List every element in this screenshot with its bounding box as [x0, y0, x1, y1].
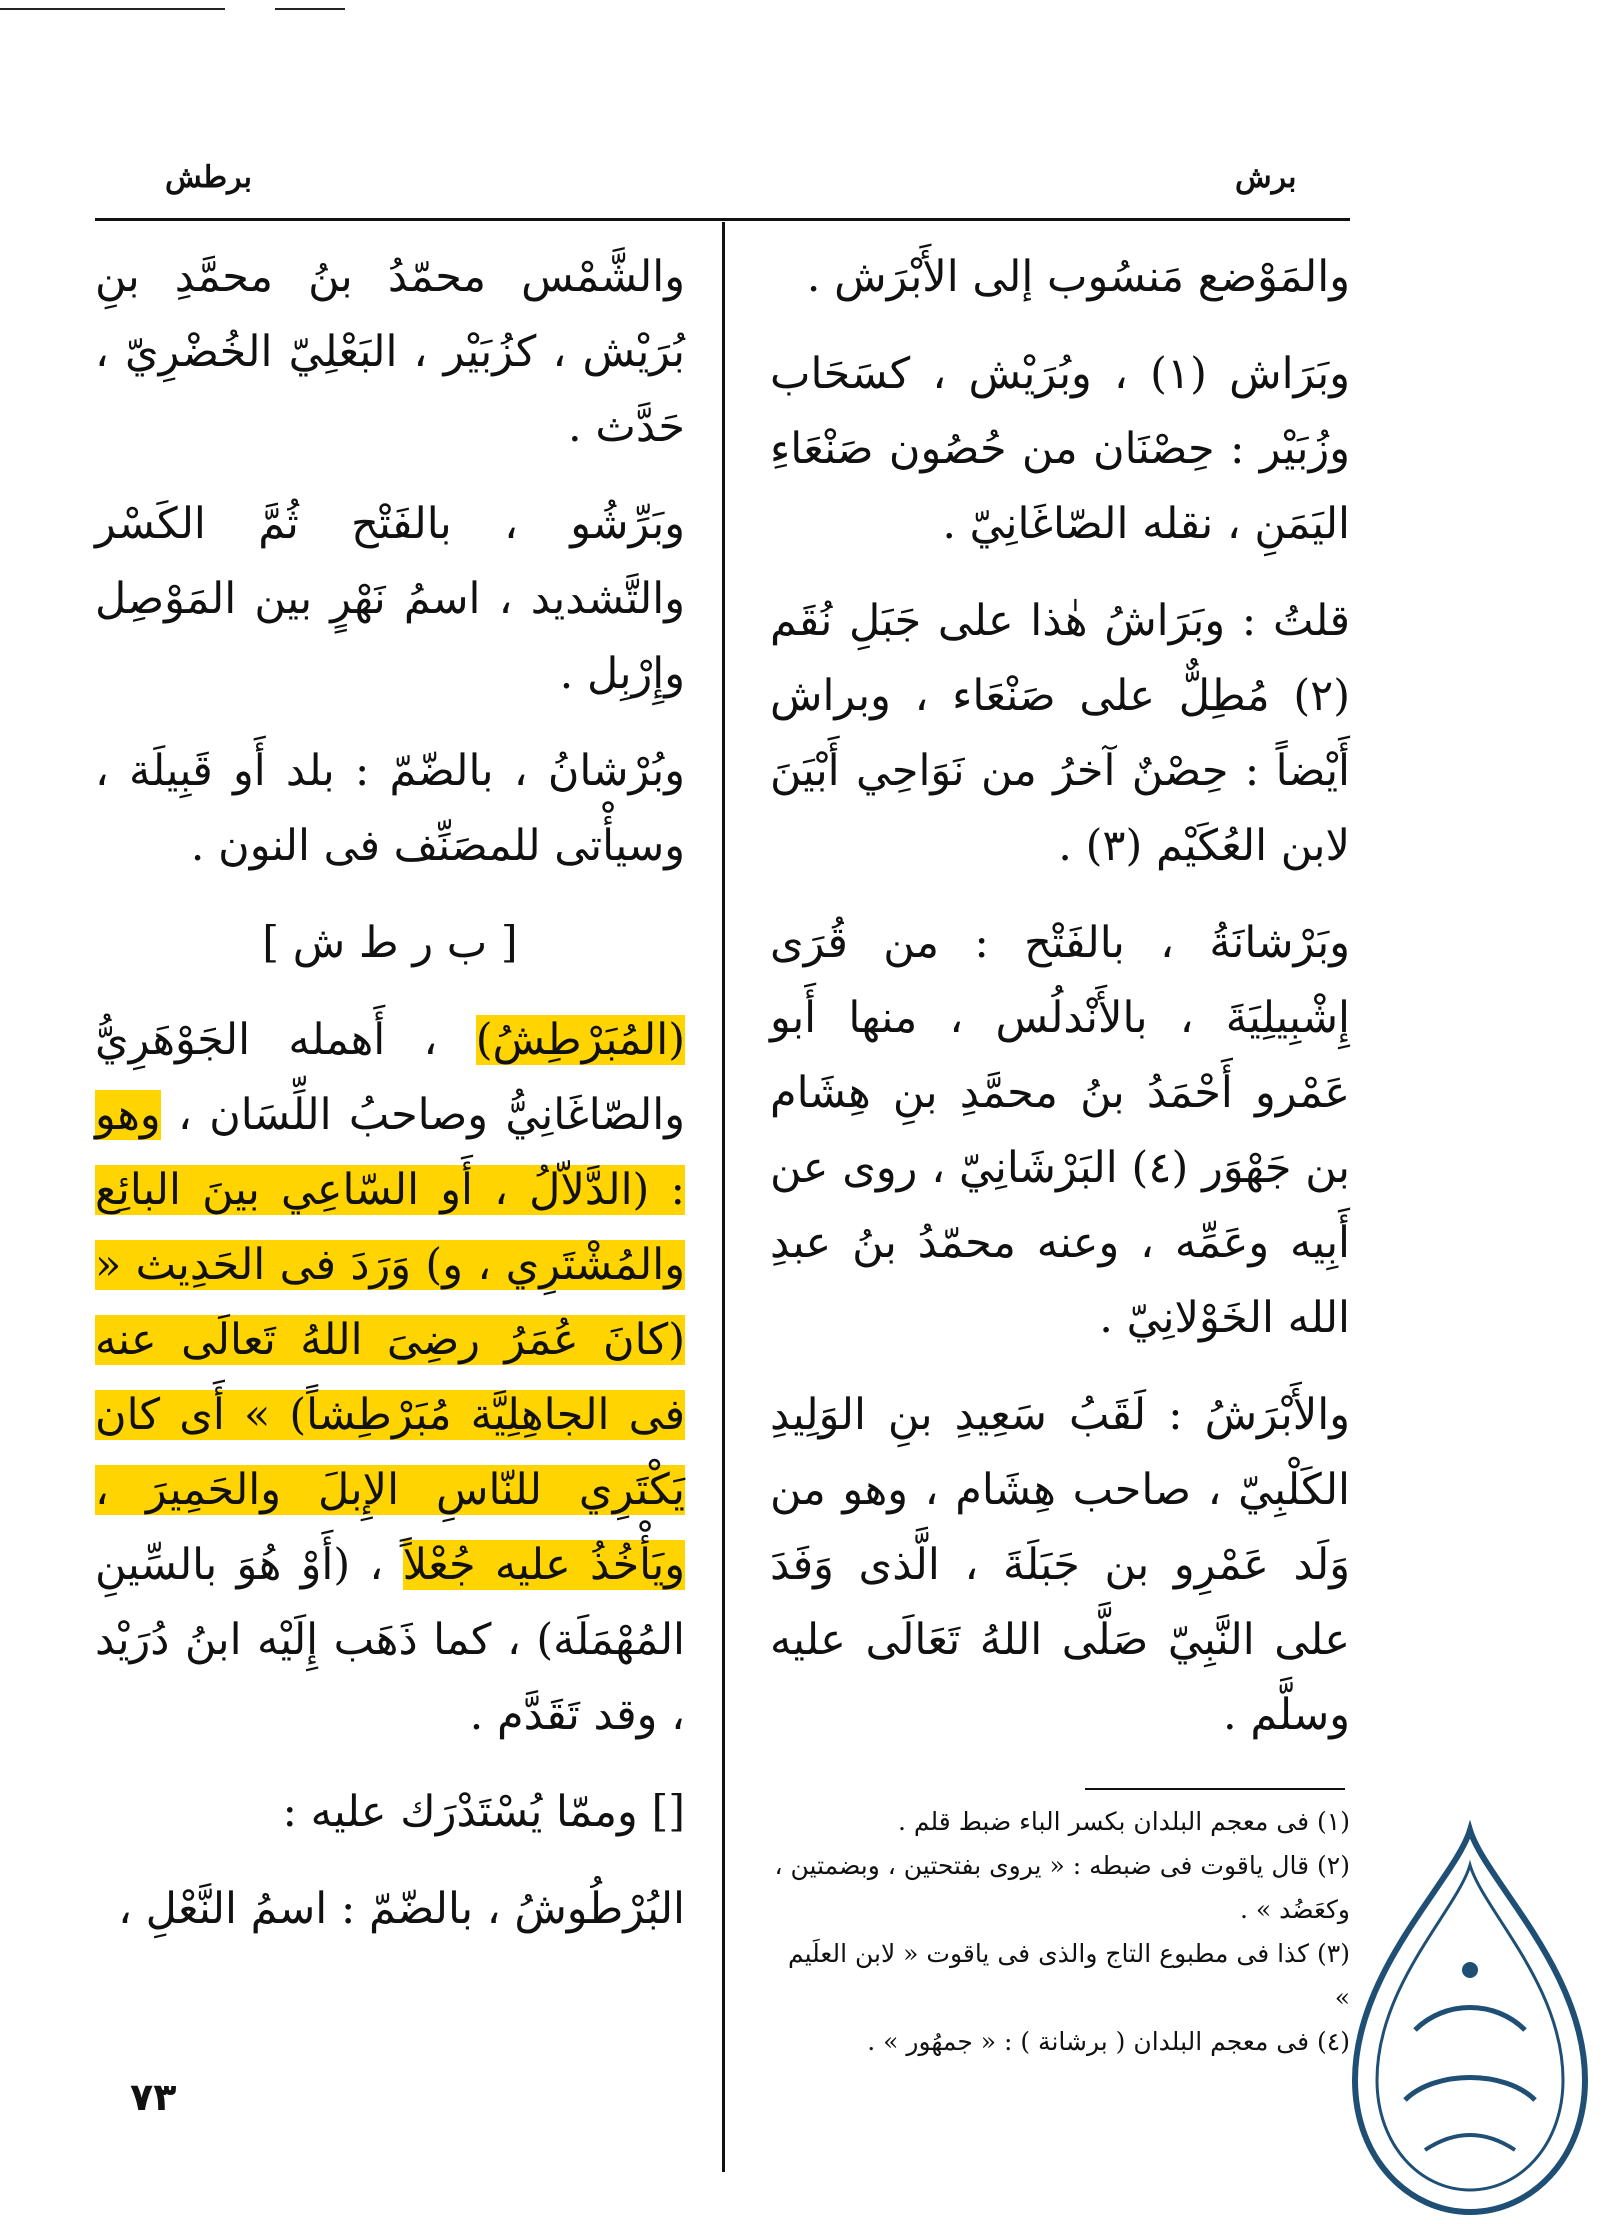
right-paragraph-5: والأَبْرَشُ : لَقَبُ سَعِيدِ بنِ الوَلِيدِ الكَلْبِيّ ، صاحب هِشَام ، وهو من وَلَد عَمْرِو بن جَبَلَةَ ، الَّذى وَفَدَ على النَّبِيّ صَلَّى اللهُ تَعَالَى عليه وسلَّم .: [770, 1390, 1350, 1740]
right-paragraph-1: والمَوْضع مَنسُوب إلى الأَبْرَش .: [806, 252, 1350, 302]
left-paragraph-2: وبَرِّشُو ، بالفَتْح ثُمَّ الكَسْر والتَّشديد ، اسمُ نَهْرٍ بين المَوْصِل وإِرْبِل .: [95, 499, 685, 699]
running-head-left: برطش: [165, 160, 253, 195]
entry-headword: (المُبَرْطِشُ): [475, 1015, 685, 1065]
entry-intro: ، أَهمله الجَوْهَرِيُّ والصّاغَانِيُّ وصاحبُ اللِّسَان ،: [95, 1015, 685, 1140]
column-divider: [722, 222, 725, 2172]
section-heading: [ ب ر ط ش ]: [262, 918, 518, 968]
corner-line-2: [275, 8, 345, 10]
footnote-1: (١) فى معجم البلدان بكسر الباء ضبط قلم .: [897, 1807, 1350, 1836]
left-paragraph-5: [] وممّا يُسْتَدْرَك عليه :: [282, 1787, 685, 1837]
left-paragraph-3: وبُرْشانُ ، بالضّمّ : بلد أَو قَبِيلَة ، وسيأْتى للمصَنِّف فى النون .: [95, 746, 685, 871]
footnote-2: (٢) قال ياقوت فى ضبطه : « يروى بفتحتين ، وبضمتين ، وكعَضُد » .: [774, 1851, 1350, 1924]
footnote-rule: [1085, 1788, 1345, 1790]
footnote-3: (٣) كذا فى مطبوع التاج والذى فى ياقوت « لابن العلَيم »: [787, 1939, 1350, 2012]
footnotes: [770, 1800, 1350, 2064]
header-rule: [95, 218, 1350, 221]
running-head-right: برش: [1235, 160, 1297, 195]
left-paragraph-6: البُرْطُوشُ ، بالضّمّ : اسمُ النَّعْلِ ،: [118, 1884, 685, 1934]
right-paragraph-4: وبَرْشانَةُ ، بالفَتْح : من قُرَى إِشْبِيلِيَةَ ، بالأَنْدلُس ، منها أَبو عَمْرو أَحْمَدُ بنُ محمَّدِ بنِ هِشَام بن جَهْوَر (٤) البَرْشَانِيّ ، روى عن أَبِيه وعَمِّه ، وعنه محمّدُ بنُ عبدِ الله الخَوْلانِيّ .: [770, 918, 1350, 1343]
left-column: [95, 240, 685, 1969]
right-paragraph-2: وبَرَاش (١) ، وبُرَيْش ، كسَحَاب وزُبَيْر : حِصْنَان من حُصُون صَنْعَاءِ اليَمَنِ ، نقله الصّاغَانِيّ .: [770, 349, 1351, 549]
left-paragraph-4: [95, 1003, 685, 1753]
footnote-4: (٤) فى معجم البلدان ( برشانة ) : « جمهُور » .: [867, 2027, 1350, 2056]
right-paragraph-3: قلتُ : وبَرَاشُ هٰذا على جَبَلِ نُقَم (٢) مُطِلٌّ على صَنْعَاء ، وبراش أَيْضاً : حِصْنٌ آخرُ من نَوَاحِي أَبْيَنَ لابن العُكَيْم (٣) .: [770, 596, 1350, 871]
left-paragraph-1: والشَّمْس محمّدُ بنُ محمَّدِ بنِ بُرَيْش ، كزُبَيْر ، البَعْلِيّ الخُضْرِيّ ، حَدَّث .: [95, 252, 685, 452]
entry-tail: ، (أَوْ هُوَ بالسِّينِ المُهْمَلَة) ، كما ذَهَب إِلَيْه ابنُ دُرَيْد ، وقد تَقَدَّم .: [95, 1540, 685, 1740]
highlighted-definition: وهو : (الدَّلاّلُ ، أَو السّاعِي بينَ البائِع والمُشْتَرِي ، و) وَرَدَ فى الحَدِيث « (كانَ عُمَرُ رضِىَ اللهُ تَعالَى عنه فى الجاهِلِيَّة مُبَرْطِشاً) » أَى كان يَكْتَرِي للنّاسِ الإِبلَ والحَمِيرَ ، ويَأْخُذُ عليه جُعْلاً: [95, 1090, 686, 1590]
maktaba-seal-logo: [1335, 1820, 1605, 2220]
page-number: ٧٣: [130, 2075, 177, 2119]
corner-line-1: [0, 8, 225, 10]
right-column: [770, 240, 1350, 1775]
